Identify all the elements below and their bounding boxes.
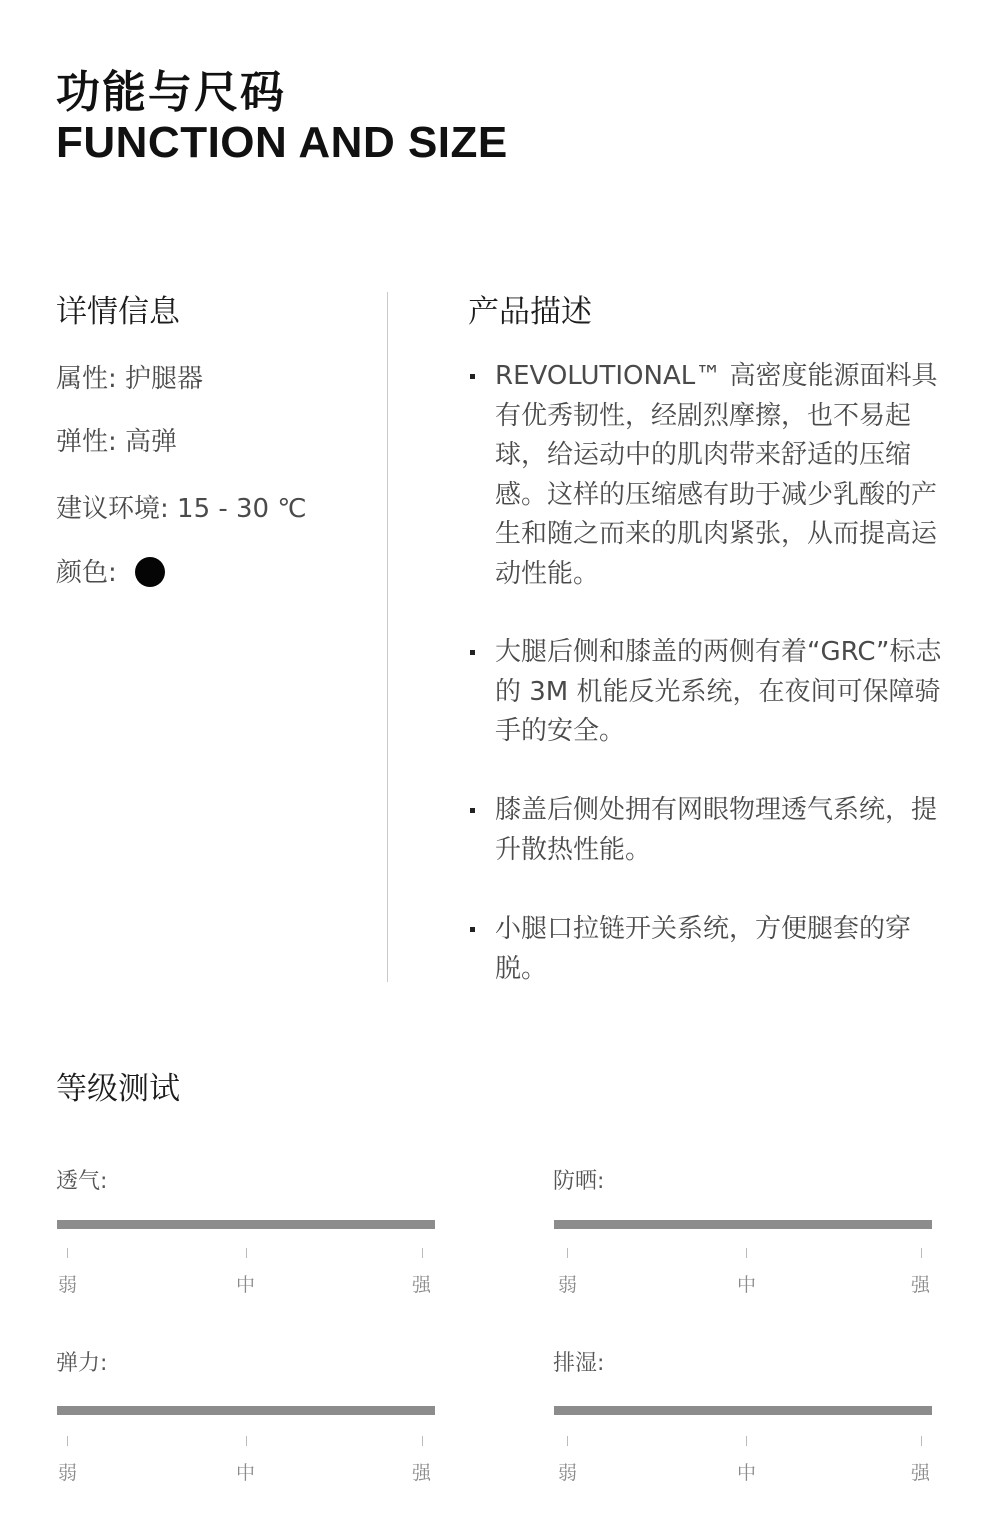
scale-label-strong: 强: [412, 1274, 432, 1296]
details-heading: 详情信息: [56, 294, 180, 330]
scale-tick: [746, 1248, 747, 1258]
scale-label-strong: 强: [412, 1462, 432, 1484]
detail-color-label: 颜色:: [56, 558, 117, 588]
rating-moisture-wicking: [553, 1346, 933, 1486]
scale-tick: [246, 1248, 247, 1258]
rating-bar-fill: [554, 1406, 932, 1415]
rating-label: 排湿:: [553, 1351, 605, 1376]
rating-bar-fill: [57, 1220, 435, 1229]
rating-bar-track: [554, 1220, 932, 1229]
scale-tick: [567, 1436, 568, 1446]
rating-heading: 等级测试: [56, 1071, 180, 1107]
rating-label: 弹力:: [56, 1351, 108, 1376]
rating-breathability: [56, 1164, 436, 1304]
bullet-marker: [470, 808, 475, 813]
description-bullet-text: REVOLUTIONAL™ 高密度能源面料具有优秀韧性，经剧烈摩擦，也不易起球，给运动中的肌肉带来舒适的压缩感。这样的压缩感有助于减少乳酸的产生和随之而来的肌肉紧张，从而提高运动性能。: [495, 361, 938, 589]
scale-label-weak: 弱: [558, 1462, 578, 1484]
rating-bar-track: [57, 1220, 435, 1229]
rating-bar-track: [57, 1406, 435, 1415]
scale-label-strong: 强: [911, 1274, 931, 1296]
scale-tick: [67, 1248, 68, 1258]
scale-label-weak: 弱: [58, 1462, 78, 1484]
page-title-en: FUNCTION AND SIZE: [56, 118, 508, 167]
scale-label-medium: 中: [737, 1462, 757, 1484]
detail-elasticity: 弹性: 高弹: [56, 427, 178, 457]
description-bullet-text: 小腿口拉链开关系统，方便腿套的穿脱。: [495, 914, 912, 984]
rating-label: 防晒:: [553, 1169, 605, 1194]
scale-tick: [921, 1436, 922, 1446]
bullet-marker: [470, 650, 475, 655]
scale-tick: [921, 1248, 922, 1258]
page-title-cn: 功能与尺码: [56, 67, 286, 118]
scale-tick: [67, 1436, 68, 1446]
color-swatch-black: [135, 557, 165, 587]
scale-label-medium: 中: [236, 1274, 256, 1296]
scale-tick: [422, 1436, 423, 1446]
detail-attribute: 属性: 护腿器: [56, 364, 204, 394]
detail-environment: 建议环境: 15 - 30 ℃: [56, 494, 307, 524]
description-heading: 产品描述: [468, 294, 592, 330]
rating-bar-fill: [57, 1406, 435, 1415]
column-divider: [387, 292, 388, 982]
rating-label: 透气:: [56, 1169, 108, 1194]
scale-tick: [746, 1436, 747, 1446]
rating-elasticity: [56, 1346, 436, 1486]
description-bullet-text: 膝盖后侧处拥有网眼物理透气系统，提升散热性能。: [495, 795, 938, 865]
rating-bar-fill: [554, 1220, 932, 1229]
scale-label-medium: 中: [737, 1274, 757, 1296]
bullet-marker: [470, 927, 475, 932]
scale-label-weak: 弱: [558, 1274, 578, 1296]
scale-label-weak: 弱: [58, 1274, 78, 1296]
scale-label-strong: 强: [911, 1462, 931, 1484]
scale-tick: [567, 1248, 568, 1258]
rating-sun-protection: [553, 1164, 933, 1304]
scale-label-medium: 中: [236, 1462, 256, 1484]
scale-tick: [246, 1436, 247, 1446]
rating-bar-track: [554, 1406, 932, 1415]
bullet-marker: [470, 374, 475, 379]
description-bullet-text: 大腿后侧和膝盖的两侧有着“GRC”标志的 3M 机能反光系统，在夜间可保障骑手的安全。: [495, 637, 942, 746]
detail-color: [56, 552, 165, 589]
scale-tick: [422, 1248, 423, 1258]
